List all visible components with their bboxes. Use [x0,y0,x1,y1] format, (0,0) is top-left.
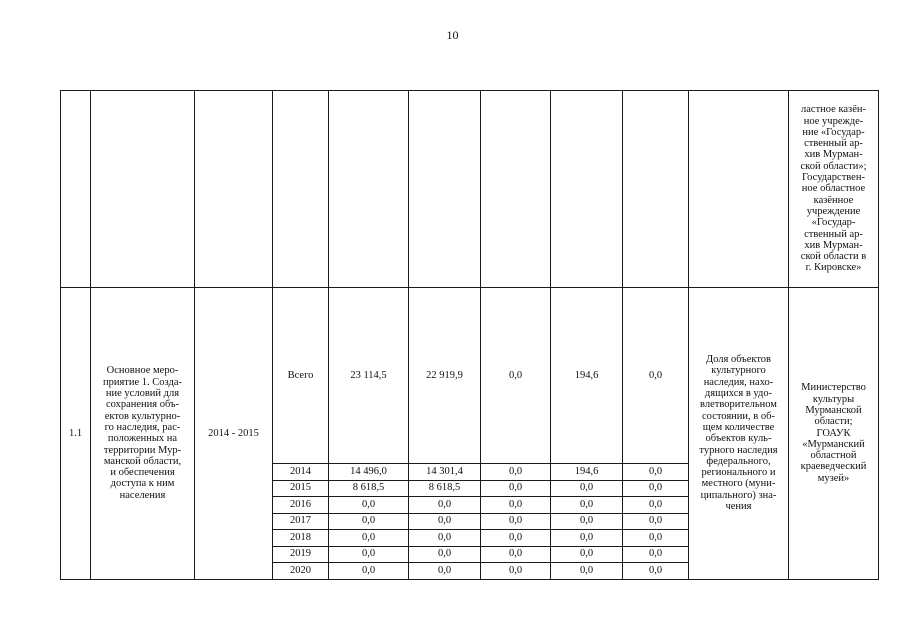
text-line: ской области»; [800,160,867,172]
text-line: хив Мурман- [804,149,863,161]
text-line: положенных на [107,433,178,445]
empty-cell [689,91,789,288]
page-number: 10 [446,28,459,42]
year-value-federal: 0,0 [481,546,551,563]
activity-name-cell [91,288,195,580]
text-line: «Государ- [811,217,856,229]
text-line: объектов куль- [705,433,772,445]
text-line: территории Мур- [103,444,182,456]
year-value-local: 0,0 [551,497,623,514]
text-line: приятие 1. Созда- [102,376,183,388]
year-value-local: 194,6 [551,464,623,481]
year-value-federal: 0,0 [481,480,551,497]
text-line: сохранения объ- [105,399,180,411]
year-value-other: 0,0 [623,513,689,530]
text-line: ние условий для [105,388,180,400]
empty-cell [195,91,273,288]
year-value-all: 0,0 [329,497,409,514]
text-line: наследия, нахо- [703,376,774,388]
year-value-local: 0,0 [551,563,623,580]
text-line: доступа к ним [110,478,175,490]
text-line: Министерство [801,382,866,394]
text-line: «Мурманский [802,438,865,450]
year-value-other: 0,0 [623,464,689,481]
text-line: ектов культурно- [104,410,181,422]
text-line: г. Кировске» [805,262,862,274]
total-value-other: 0,0 [623,288,689,464]
text-line: Государствен- [802,172,865,184]
text-line: регионального и [701,467,776,479]
year-value-federal: 0,0 [481,530,551,547]
text-line: населения [119,489,166,501]
text-line: ное учрежде- [803,115,864,127]
activity-number: 1.1 [61,288,91,580]
text-line: чения [725,501,752,513]
text-line: ципального) зна- [700,489,777,501]
text-line: го наследия, рас- [104,421,181,433]
year-value-local: 0,0 [551,480,623,497]
text-line: областной [810,450,857,462]
total-label: Всего [273,288,329,464]
text-line: состоянии, в об- [702,410,775,422]
text-line: культуры [812,393,855,405]
activity-total-row [61,288,879,464]
text-line: учреждение [806,205,861,217]
year-value-regional: 0,0 [409,563,481,580]
executor-text [789,382,878,484]
text-line: федерального, [706,455,771,467]
year-value-regional: 0,0 [409,530,481,547]
text-line: культурного [711,365,766,377]
text-line: краеведческий [800,461,867,473]
year-value-local: 0,0 [551,530,623,547]
year-value-all: 0,0 [329,530,409,547]
empty-cell [329,91,409,288]
text-line: ное областное [801,183,866,195]
text-line: дящихся в удо- [704,388,773,400]
text-line: области; [814,416,853,428]
text-line: местного (муни- [701,478,776,490]
continued-executor-cell [789,91,879,288]
text-line: манской области, [103,455,182,467]
empty-cell [623,91,689,288]
year-value-federal: 0,0 [481,513,551,530]
year-value-regional: 14 301,4 [409,464,481,481]
year-value-regional: 0,0 [409,513,481,530]
year-value-all: 14 496,0 [329,464,409,481]
empty-cell [551,91,623,288]
year-cell: 2016 [273,497,329,514]
executor-cell [789,288,879,580]
text-line: музей» [817,472,850,484]
year-cell: 2018 [273,530,329,547]
program-table [60,90,879,580]
text-line: ластное казён- [801,104,866,116]
year-cell: 2019 [273,546,329,563]
total-value-federal: 0,0 [481,288,551,464]
year-value-other: 0,0 [623,546,689,563]
empty-cell [91,91,195,288]
year-value-all: 8 618,5 [329,480,409,497]
text-line: ской области в [800,251,867,263]
total-value-all: 23 114,5 [329,288,409,464]
indicator-cell [689,288,789,580]
text-line: Мурманской [805,405,862,416]
text-line: ственный ар- [804,138,863,150]
activity-period: 2014 - 2015 [195,288,273,580]
text-line: и обеспечения [110,467,175,479]
activity-name [91,365,194,501]
indicator-text [689,354,788,512]
year-value-federal: 0,0 [481,563,551,580]
text-line: казённое [813,194,854,206]
text-line: турного наследия [699,444,778,456]
continued-executor-text [789,104,878,273]
year-value-local: 0,0 [551,546,623,563]
year-value-federal: 0,0 [481,464,551,481]
empty-cell [273,91,329,288]
empty-cell [481,91,551,288]
year-cell: 2014 [273,464,329,481]
text-line: ственный ар- [804,228,863,240]
continued-row [61,91,879,288]
text-line: Доля объектов [705,354,771,366]
year-value-regional: 0,0 [409,546,481,563]
year-value-other: 0,0 [623,480,689,497]
empty-cell [409,91,481,288]
text-line: хив Мурман- [804,239,863,251]
text-line: влетворительном [700,399,777,411]
year-value-all: 0,0 [329,546,409,563]
total-value-local: 194,6 [551,288,623,464]
text-line: щем количестве [702,421,775,433]
year-cell: 2020 [273,563,329,580]
text-line: ние «Государ- [802,126,865,138]
text-line: Основное меро- [106,365,179,377]
empty-cell [61,91,91,288]
year-value-other: 0,0 [623,563,689,580]
year-value-local: 0,0 [551,513,623,530]
year-value-other: 0,0 [623,530,689,547]
year-cell: 2017 [273,513,329,530]
year-value-all: 0,0 [329,563,409,580]
text-line: ГОАУК [816,427,851,439]
year-value-regional: 8 618,5 [409,480,481,497]
total-value-regional: 22 919,9 [409,288,481,464]
year-value-federal: 0,0 [481,497,551,514]
year-value-all: 0,0 [329,513,409,530]
year-value-regional: 0,0 [409,497,481,514]
year-cell: 2015 [273,480,329,497]
year-value-other: 0,0 [623,497,689,514]
